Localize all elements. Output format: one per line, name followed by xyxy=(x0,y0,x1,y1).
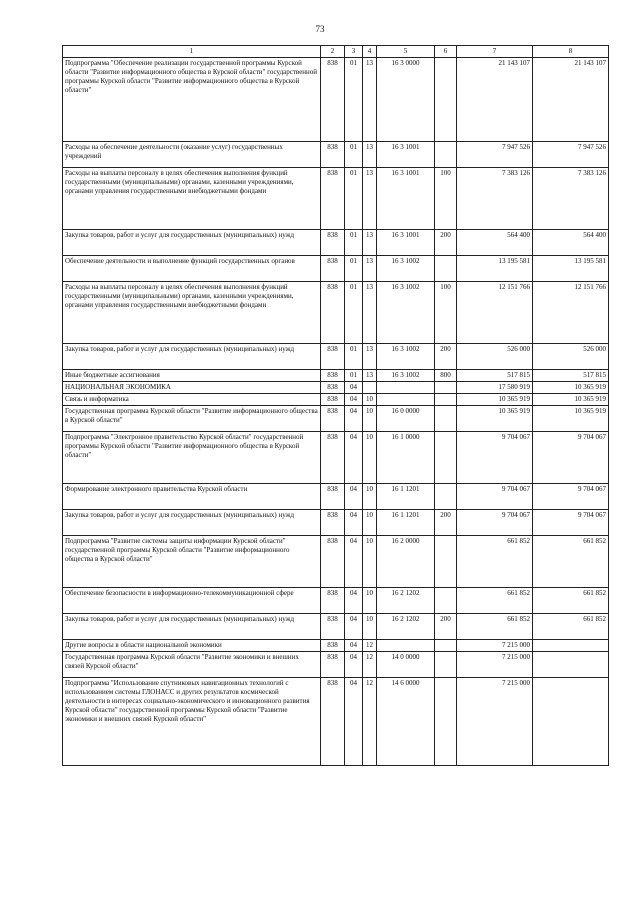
cell-subsection: 10 xyxy=(363,614,377,640)
table-row xyxy=(63,230,609,256)
header-row xyxy=(63,46,609,58)
cell-amount-7: 661 852 xyxy=(457,614,533,640)
row-name: Закупка товаров, работ и услуг для государственных (муниципальных) нужд xyxy=(63,510,321,536)
cell-amount-7: 7 383 126 xyxy=(457,168,533,230)
cell-target-article xyxy=(377,394,435,406)
cell-expense-type xyxy=(435,142,457,168)
cell-amount-8 xyxy=(533,640,609,652)
row-name: Подпрограмма "Развитие системы защиты информации Курской области" государственной программы Курской области "Развитие информационного общества в Курской области" xyxy=(63,536,321,588)
row-name: Расходы на выплаты персоналу в целях обеспечения выполнения функций государственными (муниципальными) органами, казенными учреждениями, органами управления государственными внебюджетными фондами xyxy=(63,168,321,230)
cell-amount-8: 12 151 766 xyxy=(533,282,609,344)
cell-admin-code: 838 xyxy=(321,432,345,484)
cell-expense-type xyxy=(435,652,457,678)
cell-expense-type xyxy=(435,406,457,432)
cell-section: 04 xyxy=(345,394,363,406)
cell-amount-8: 10 365 919 xyxy=(533,394,609,406)
cell-amount-7: 12 151 766 xyxy=(457,282,533,344)
cell-subsection: 10 xyxy=(363,588,377,614)
row-name: Формирование электронного правительства Курской области xyxy=(63,484,321,510)
table-row xyxy=(63,678,609,766)
cell-expense-type: 200 xyxy=(435,614,457,640)
table-row xyxy=(63,432,609,484)
cell-target-article: 16 1 0000 xyxy=(377,432,435,484)
cell-amount-8 xyxy=(533,678,609,766)
cell-subsection: 10 xyxy=(363,536,377,588)
cell-section: 04 xyxy=(345,510,363,536)
cell-expense-type xyxy=(435,678,457,766)
table-row xyxy=(63,510,609,536)
table-row xyxy=(63,58,609,142)
cell-amount-8: 10 365 919 xyxy=(533,406,609,432)
row-name: Обеспечение деятельности и выполнение функций государственных органов xyxy=(63,256,321,282)
cell-subsection: 13 xyxy=(363,230,377,256)
cell-subsection: 10 xyxy=(363,510,377,536)
row-name: Расходы на выплаты персоналу в целях обеспечения выполнения функций государственными (муниципальными) органами, казенными учреждениями, органами управления государственными внебюджетными фондами xyxy=(63,282,321,344)
cell-admin-code: 838 xyxy=(321,588,345,614)
cell-subsection: 13 xyxy=(363,58,377,142)
table-row xyxy=(63,142,609,168)
row-name: Подпрограмма "Электронное правительство Курской области" государственной программы Курской области "Развитие информационного общества в Курской области" xyxy=(63,432,321,484)
row-name: Обеспечение безопасности в информационно-телекоммуникационной сфере xyxy=(63,588,321,614)
cell-amount-8: 517 815 xyxy=(533,370,609,382)
cell-section: 04 xyxy=(345,432,363,484)
cell-amount-8: 661 852 xyxy=(533,536,609,588)
row-name: Иные бюджетные ассигнования xyxy=(63,370,321,382)
cell-section: 01 xyxy=(345,344,363,370)
cell-amount-7: 7 215 000 xyxy=(457,640,533,652)
cell-target-article: 16 3 1001 xyxy=(377,142,435,168)
cell-amount-8: 7 383 126 xyxy=(533,168,609,230)
cell-amount-8: 564 400 xyxy=(533,230,609,256)
column-header: 7 xyxy=(457,46,533,58)
cell-admin-code: 838 xyxy=(321,510,345,536)
cell-target-article: 16 3 1002 xyxy=(377,370,435,382)
cell-amount-7: 13 195 581 xyxy=(457,256,533,282)
cell-section: 01 xyxy=(345,256,363,282)
cell-subsection: 10 xyxy=(363,394,377,406)
cell-admin-code: 838 xyxy=(321,614,345,640)
cell-target-article: 16 3 1002 xyxy=(377,344,435,370)
cell-target-article xyxy=(377,382,435,394)
cell-target-article: 14 6 0000 xyxy=(377,678,435,766)
cell-section: 04 xyxy=(345,588,363,614)
table-row xyxy=(63,394,609,406)
table-row xyxy=(63,640,609,652)
row-name: Другие вопросы в области национальной экономики xyxy=(63,640,321,652)
cell-amount-8: 9 704 067 xyxy=(533,484,609,510)
cell-amount-7: 7 215 000 xyxy=(457,652,533,678)
cell-expense-type xyxy=(435,588,457,614)
cell-target-article: 16 3 1001 xyxy=(377,230,435,256)
cell-subsection: 10 xyxy=(363,406,377,432)
cell-subsection: 13 xyxy=(363,256,377,282)
cell-target-article: 14 0 0000 xyxy=(377,652,435,678)
cell-admin-code: 838 xyxy=(321,394,345,406)
column-header: 1 xyxy=(63,46,321,58)
cell-amount-8: 9 704 067 xyxy=(533,432,609,484)
cell-target-article: 16 3 1002 xyxy=(377,256,435,282)
cell-amount-7: 526 000 xyxy=(457,344,533,370)
cell-admin-code: 838 xyxy=(321,406,345,432)
cell-admin-code: 838 xyxy=(321,344,345,370)
cell-amount-7: 9 704 067 xyxy=(457,484,533,510)
row-name: Государственная программа Курской области "Развитие экономики и внешних связей Курской области" xyxy=(63,652,321,678)
table-row xyxy=(63,406,609,432)
row-name: НАЦИОНАЛЬНАЯ ЭКОНОМИКА xyxy=(63,382,321,394)
cell-amount-7: 9 704 067 xyxy=(457,432,533,484)
cell-amount-8: 9 704 067 xyxy=(533,510,609,536)
cell-admin-code: 838 xyxy=(321,652,345,678)
cell-expense-type xyxy=(435,58,457,142)
table-row xyxy=(63,344,609,370)
cell-expense-type: 200 xyxy=(435,344,457,370)
table-row xyxy=(63,168,609,230)
cell-section: 04 xyxy=(345,406,363,432)
cell-subsection: 10 xyxy=(363,432,377,484)
cell-section: 04 xyxy=(345,536,363,588)
cell-subsection: 13 xyxy=(363,142,377,168)
cell-admin-code: 838 xyxy=(321,370,345,382)
cell-expense-type xyxy=(435,640,457,652)
cell-amount-7: 21 143 107 xyxy=(457,58,533,142)
cell-amount-8: 21 143 107 xyxy=(533,58,609,142)
cell-admin-code: 838 xyxy=(321,282,345,344)
cell-admin-code: 838 xyxy=(321,484,345,510)
cell-admin-code: 838 xyxy=(321,58,345,142)
cell-section: 04 xyxy=(345,678,363,766)
cell-subsection: 12 xyxy=(363,678,377,766)
cell-amount-7: 9 704 067 xyxy=(457,510,533,536)
cell-section: 04 xyxy=(345,382,363,394)
cell-target-article: 16 1 1201 xyxy=(377,484,435,510)
cell-expense-type xyxy=(435,256,457,282)
cell-expense-type: 200 xyxy=(435,230,457,256)
table-row xyxy=(63,652,609,678)
cell-amount-7: 517 815 xyxy=(457,370,533,382)
cell-admin-code: 838 xyxy=(321,536,345,588)
cell-subsection: 13 xyxy=(363,282,377,344)
cell-target-article xyxy=(377,640,435,652)
cell-target-article: 16 2 0000 xyxy=(377,536,435,588)
table-row xyxy=(63,256,609,282)
cell-admin-code: 838 xyxy=(321,256,345,282)
cell-subsection: 12 xyxy=(363,652,377,678)
cell-expense-type: 100 xyxy=(435,282,457,344)
column-header: 5 xyxy=(377,46,435,58)
table-row xyxy=(63,370,609,382)
cell-section: 04 xyxy=(345,484,363,510)
cell-admin-code: 838 xyxy=(321,640,345,652)
row-name: Связь и информатика xyxy=(63,394,321,406)
cell-subsection: 12 xyxy=(363,640,377,652)
cell-section: 01 xyxy=(345,230,363,256)
column-header: 3 xyxy=(345,46,363,58)
cell-target-article: 16 0 0000 xyxy=(377,406,435,432)
cell-expense-type: 800 xyxy=(435,370,457,382)
cell-section: 01 xyxy=(345,282,363,344)
cell-admin-code: 838 xyxy=(321,382,345,394)
row-name: Подпрограмма "Обеспечение реализации государственной программы Курской области "Развитие информационного общества в Курской области" государственной программы Курской области "Развитие информационного общества в Курской области" xyxy=(63,58,321,142)
cell-amount-7: 10 365 919 xyxy=(457,394,533,406)
cell-amount-8: 526 000 xyxy=(533,344,609,370)
cell-subsection xyxy=(363,382,377,394)
table-row xyxy=(63,536,609,588)
budget-table xyxy=(62,45,609,766)
cell-subsection: 13 xyxy=(363,370,377,382)
cell-admin-code: 838 xyxy=(321,678,345,766)
cell-amount-8: 13 195 581 xyxy=(533,256,609,282)
cell-amount-8: 7 947 526 xyxy=(533,142,609,168)
column-header: 8 xyxy=(533,46,609,58)
cell-expense-type: 100 xyxy=(435,168,457,230)
cell-amount-7: 17 580 919 xyxy=(457,382,533,394)
cell-expense-type xyxy=(435,382,457,394)
cell-amount-7: 661 852 xyxy=(457,588,533,614)
page-number: 73 xyxy=(315,24,325,34)
row-name: Государственная программа Курской области "Развитие информационного общества в Курской области" xyxy=(63,406,321,432)
cell-subsection: 13 xyxy=(363,168,377,230)
column-header: 4 xyxy=(363,46,377,58)
cell-amount-8: 661 852 xyxy=(533,614,609,640)
cell-amount-7: 10 365 919 xyxy=(457,406,533,432)
cell-expense-type: 200 xyxy=(435,510,457,536)
cell-target-article: 16 3 0000 xyxy=(377,58,435,142)
cell-amount-8: 10 365 919 xyxy=(533,382,609,394)
table-row xyxy=(63,282,609,344)
cell-admin-code: 838 xyxy=(321,168,345,230)
cell-section: 01 xyxy=(345,58,363,142)
cell-section: 01 xyxy=(345,370,363,382)
cell-amount-8: 661 852 xyxy=(533,588,609,614)
column-header: 6 xyxy=(435,46,457,58)
cell-amount-7: 661 852 xyxy=(457,536,533,588)
cell-subsection: 13 xyxy=(363,344,377,370)
cell-expense-type xyxy=(435,536,457,588)
cell-section: 01 xyxy=(345,142,363,168)
cell-amount-7: 7 215 000 xyxy=(457,678,533,766)
cell-amount-7: 7 947 526 xyxy=(457,142,533,168)
cell-target-article: 16 3 1001 xyxy=(377,168,435,230)
cell-amount-8 xyxy=(533,652,609,678)
cell-section: 01 xyxy=(345,168,363,230)
cell-amount-7: 564 400 xyxy=(457,230,533,256)
cell-target-article: 16 2 1202 xyxy=(377,614,435,640)
cell-target-article: 16 2 1202 xyxy=(377,588,435,614)
table-row xyxy=(63,382,609,394)
cell-target-article: 16 3 1002 xyxy=(377,282,435,344)
cell-section: 04 xyxy=(345,652,363,678)
cell-expense-type xyxy=(435,394,457,406)
cell-admin-code: 838 xyxy=(321,230,345,256)
row-name: Закупка товаров, работ и услуг для государственных (муниципальных) нужд xyxy=(63,344,321,370)
table-row xyxy=(63,614,609,640)
row-name: Закупка товаров, работ и услуг для государственных (муниципальных) нужд xyxy=(63,230,321,256)
cell-admin-code: 838 xyxy=(321,142,345,168)
cell-expense-type xyxy=(435,432,457,484)
cell-section: 04 xyxy=(345,614,363,640)
cell-subsection: 10 xyxy=(363,484,377,510)
cell-target-article: 16 1 1201 xyxy=(377,510,435,536)
table-row xyxy=(63,588,609,614)
table-row xyxy=(63,484,609,510)
cell-section: 04 xyxy=(345,640,363,652)
row-name: Подпрограмма "Использование спутниковых навигационных технологий с использованием системы ГЛОНАСС и других результатов космической деятельности в интересах социально-экономического и инновационного развития Курской области" государственной программы Курской области "Развитие экономики и внешних связей Курской области" xyxy=(63,678,321,766)
column-header: 2 xyxy=(321,46,345,58)
row-name: Закупка товаров, работ и услуг для государственных (муниципальных) нужд xyxy=(63,614,321,640)
row-name: Расходы на обеспечение деятельности (оказание услуг) государственных учреждений xyxy=(63,142,321,168)
cell-expense-type xyxy=(435,484,457,510)
